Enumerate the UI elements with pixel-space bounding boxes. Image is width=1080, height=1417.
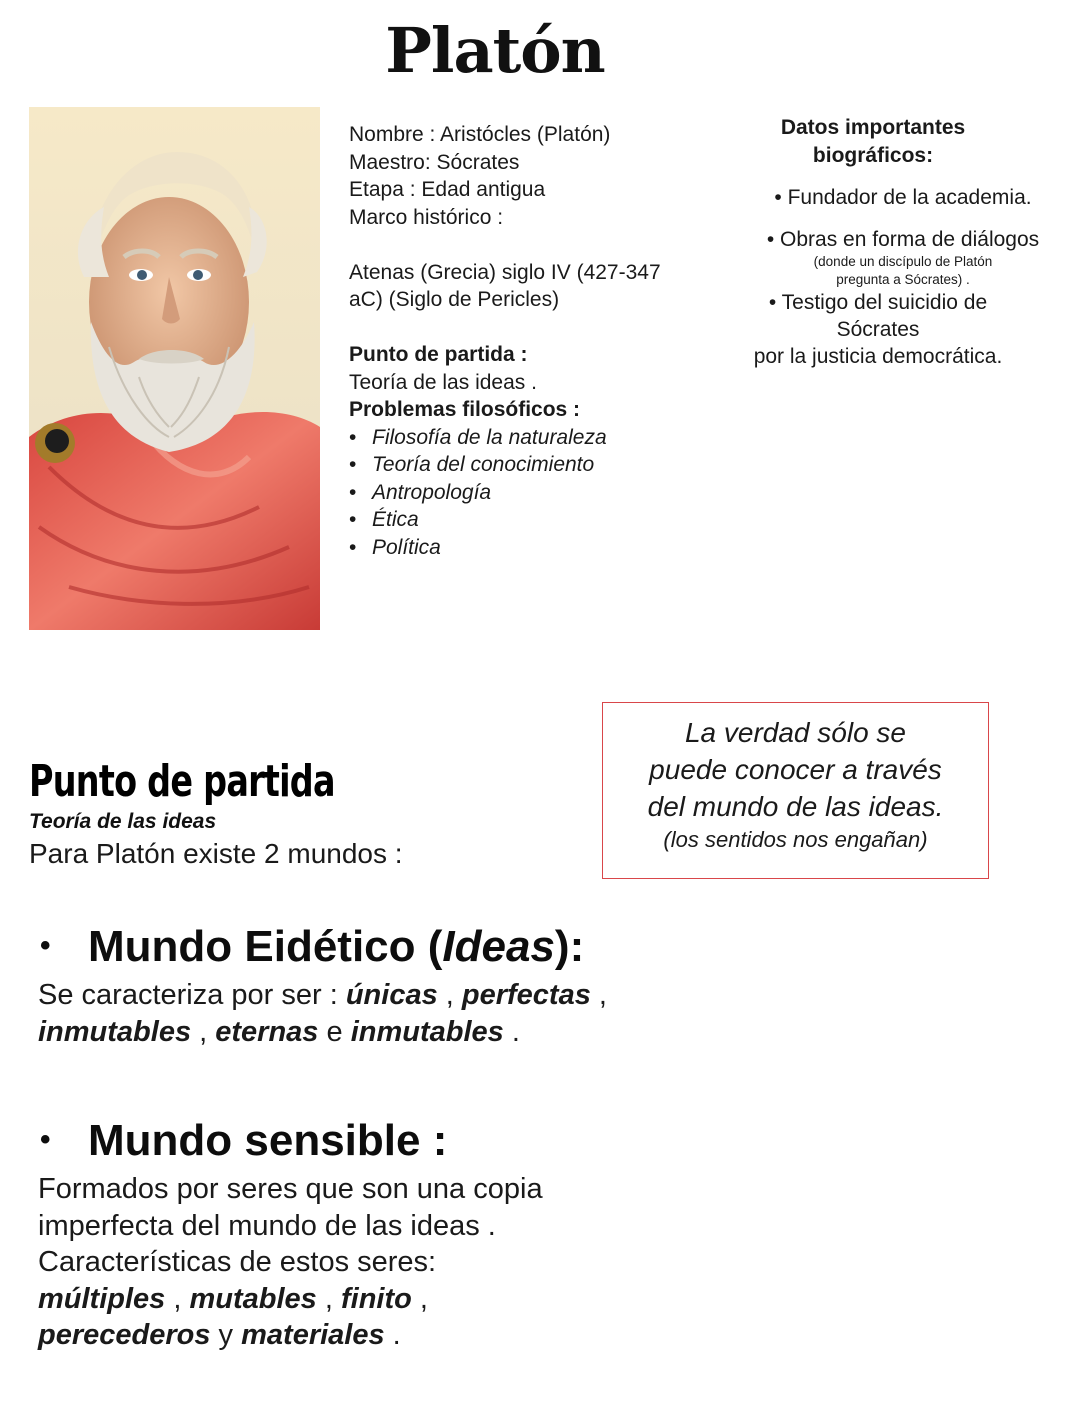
bio-item-testigo-end: por la justicia democrática. — [753, 345, 1003, 368]
bio-item-obras-note: (donde un discípulo de Platón — [813, 254, 993, 269]
section-title: Punto de partida — [29, 756, 335, 807]
bio-item-obras-note-cont: pregunta a Sócrates) . — [836, 272, 970, 287]
eidetico-text: Se caracteriza por ser : únicas , perfectas , inmutables , eternas e inmutables . — [38, 979, 607, 1048]
eidetico-heading: • Mundo Eidético (Ideas): — [40, 922, 585, 971]
bio-item-academia: • Fundador de la academia. — [774, 186, 1032, 209]
sensible-text: Formados por seres que son una copia imperfecta del mundo de las ideas . Características de estos seres: múltiples , mutables , finito , perecederos y materiales . — [38, 1173, 543, 1351]
punto-label: Punto de partida : — [349, 343, 528, 366]
info-nombre: Nombre : Aristócles (Platón) — [349, 123, 611, 146]
info-maestro: Maestro: Sócrates — [349, 150, 520, 174]
punto-value: Teoría de las ideas . — [349, 370, 537, 394]
sensible-heading: • Mundo sensible : — [40, 1116, 448, 1165]
quote-box — [602, 702, 989, 879]
quote-line: del mundo de las ideas. — [647, 791, 944, 822]
bullet-icon: • — [40, 1123, 51, 1156]
quote-line: puede conocer a través — [649, 754, 942, 785]
list-item: • Antropología — [349, 480, 492, 504]
section-subtitle: Teoría de las ideas — [29, 810, 217, 833]
section-intro: Para Platón existe 2 mundos : — [29, 838, 403, 869]
quote-line: La verdad sólo se — [684, 717, 907, 748]
bio-item-testigo-cont: Sócrates — [836, 318, 920, 341]
bio-panel — [738, 114, 1068, 370]
bio-heading-cont: biográficos: — [812, 144, 934, 167]
problemas-label: Problemas filosóficos : — [349, 398, 581, 421]
portrait-image — [29, 107, 320, 630]
info-lugar: Atenas (Grecia) siglo IV (427-347 — [349, 260, 661, 284]
quote-note: (los sentidos nos engañan) — [663, 827, 928, 852]
page-title: Platón — [385, 14, 605, 87]
bio-item-obras: • Obras en forma de diálogos — [766, 228, 1040, 251]
list-item: • Teoría del conocimiento — [349, 453, 595, 476]
info-lugar-cont: aC) (Siglo de Pericles) — [349, 288, 560, 311]
info-marco: Marco histórico : — [349, 205, 504, 229]
list-item: • Política — [349, 535, 441, 559]
bio-heading: Datos importantes — [780, 116, 966, 139]
bullet-icon: • — [40, 929, 51, 962]
list-item: • Ética — [349, 508, 419, 531]
info-etapa: Etapa : Edad antigua — [349, 178, 546, 201]
bio-item-testigo: • Testigo del suicidio de — [768, 291, 988, 314]
info-panel — [349, 121, 729, 561]
list-item: • Filosofía de la naturaleza — [349, 425, 607, 449]
